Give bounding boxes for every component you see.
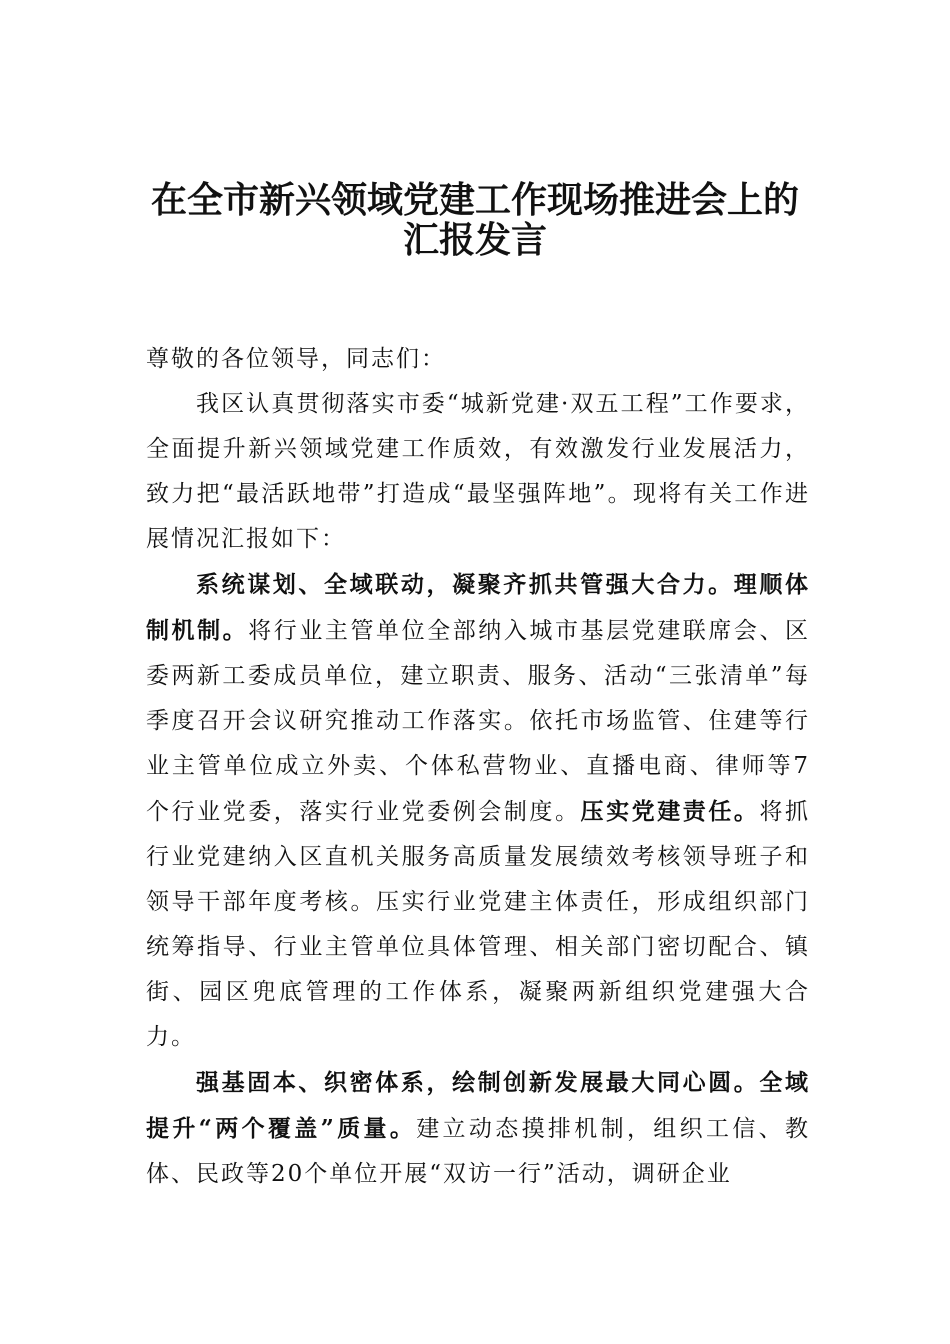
document-body <box>146 337 810 1197</box>
section-1-paragraph <box>146 562 810 1060</box>
section-2-subheading-1: 全域提升“两个覆盖”质量。 <box>146 1069 811 1142</box>
section-2-heading: 强基固本、织密体系，绘制创新发展最大同心圆。 <box>196 1069 760 1096</box>
intro-paragraph: 我区认真贯彻落实市委“城新党建·双五工程”工作要求，全面提升新兴领域党建工作质效，有效激发行业发展活力，致力把“最活跃地带”打造成“最坚强阵地”。现将有关工作进展情况汇报如下： <box>146 391 810 552</box>
section-1-subheading-2: 压实党建责任。 <box>580 798 760 825</box>
section-1-text-1: 将行业主管单位全部纳入城市基层党建联席会、区委两新工委成员单位，建立职责、服务、活动“三张清单”每季度召开会议研究推动工作落实。依托市场监管、住建等行业主管单位成立外卖、个体私营物业、直播电商、律师等7个行业党委，落实行业党委例会制度。 <box>146 618 811 825</box>
document-title-line-1: 在全市新兴领域党建工作现场推进会上的 <box>150 179 799 221</box>
section-2-paragraph <box>146 1060 810 1197</box>
greeting: 尊敬的各位领导，同志们： <box>146 346 446 372</box>
section-1-text-2: 将抓行业党建纳入区直机关服务高质量发展绩效考核领导班子和领导干部年度考核。压实行业党建主体责任，形成组织部门统筹指导、行业主管单位具体管理、相关部门密切配合、镇街、园区兜底管理的工作体系，凝聚两新组织党建强大合力。 <box>146 799 811 1050</box>
section-2-text-1: 建立动态摸排机制，组织工信、教体、民政等20个单位开展“双访一行”活动，调研企业 <box>146 1116 810 1187</box>
document-title-line-2: 汇报发言 <box>402 219 547 261</box>
section-1-heading: 系统谋划、全域联动，凝聚齐抓共管强大合力。 <box>196 571 734 598</box>
section-1-subheading-1: 理顺体制机制。 <box>146 571 811 644</box>
